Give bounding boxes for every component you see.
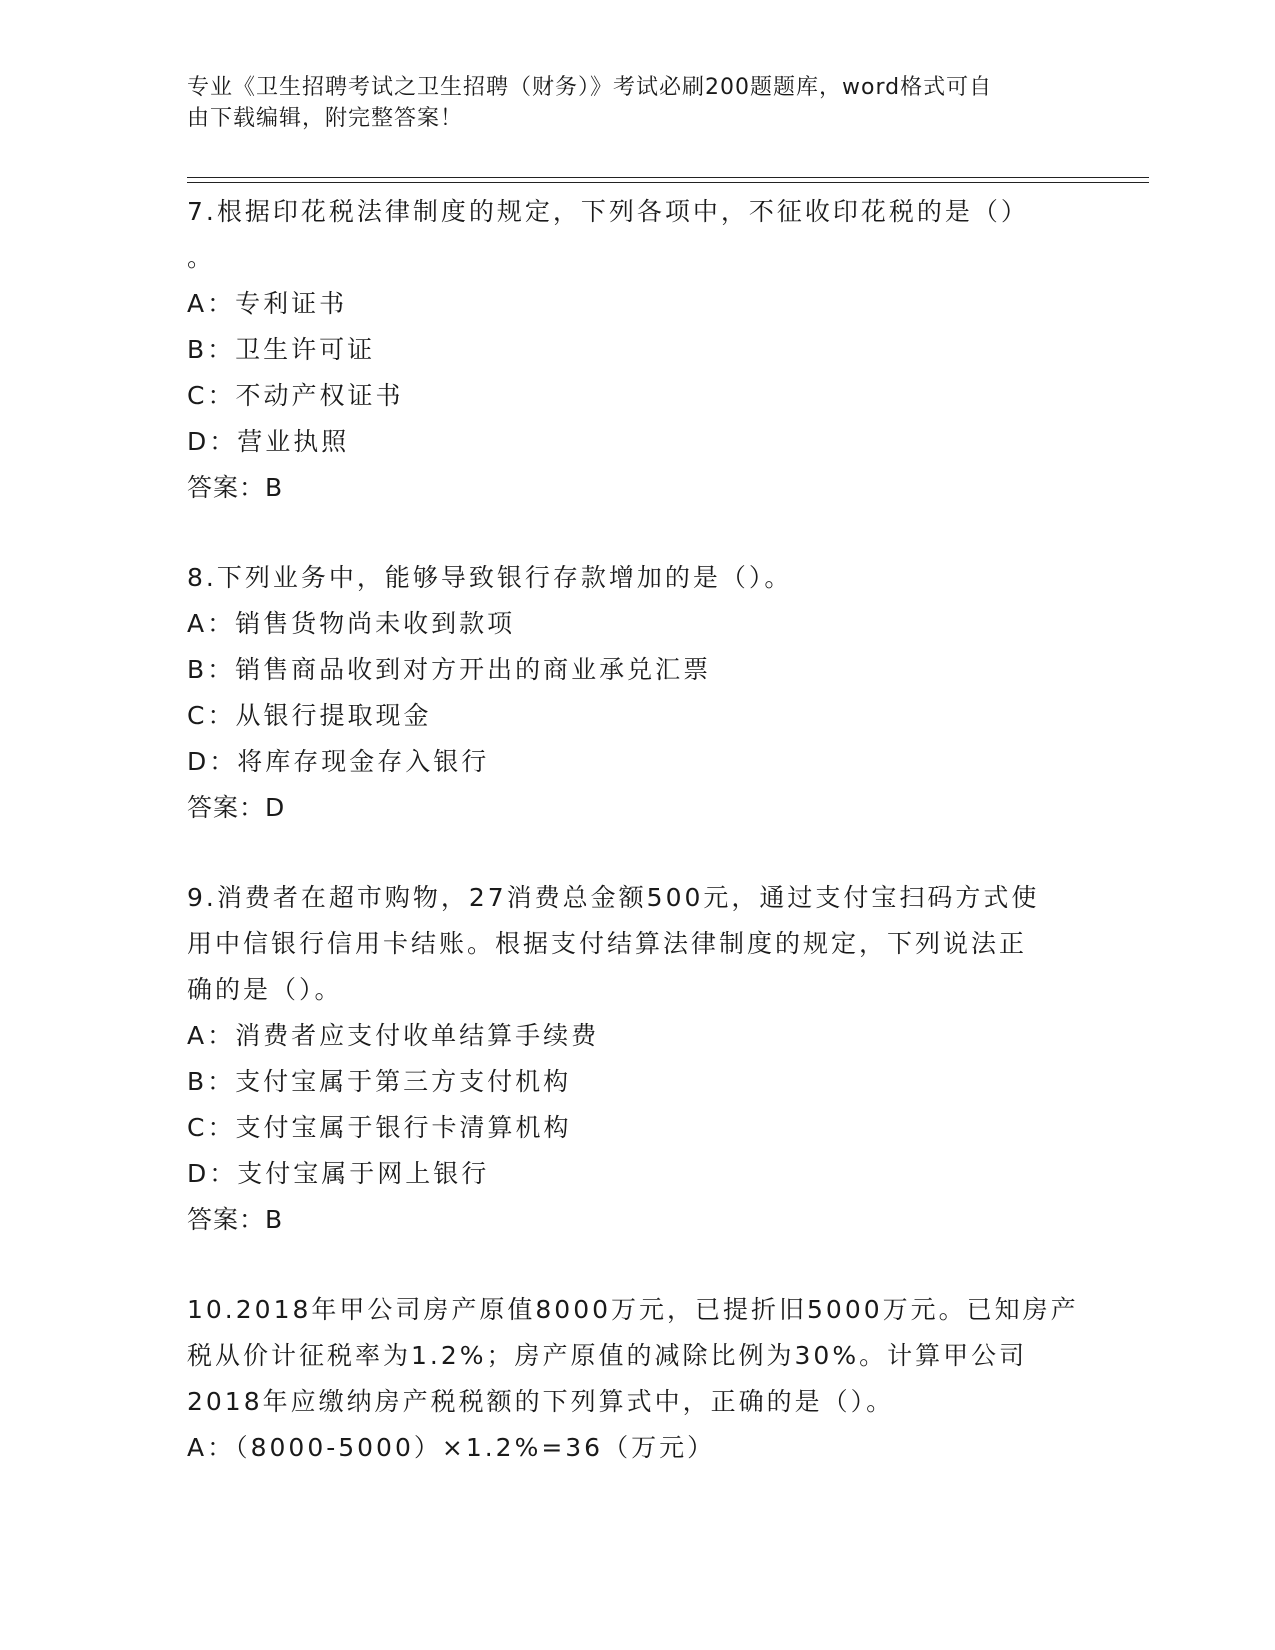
answer: 答案：B <box>187 1205 284 1234</box>
option-c: C：不动产权证书 <box>187 381 404 410</box>
question-7 <box>187 189 1087 511</box>
option-d: D：营业执照 <box>187 427 350 456</box>
question-stem: 9.消费者在超市购物，27消费总金额500元，通过支付宝扫码方式使 <box>187 883 1040 912</box>
option-a: A：专利证书 <box>187 289 348 318</box>
document-header <box>187 72 1067 134</box>
header-divider-bottom <box>187 182 1149 183</box>
question-8 <box>187 555 1087 831</box>
question-stem: 2018年应缴纳房产税税额的下列算式中，正确的是（）。 <box>187 1387 895 1416</box>
question-stem: 用中信银行信用卡结账。根据支付结算法律制度的规定，下列说法正 <box>187 929 1028 958</box>
header-line-2: 由下载编辑，附完整答案！ <box>187 106 464 131</box>
option-c: C：支付宝属于银行卡清算机构 <box>187 1113 572 1142</box>
option-b: B：卫生许可证 <box>187 335 376 364</box>
question-stem: 税从价计征税率为1.2%；房产原值的减除比例为30%。计算甲公司 <box>187 1341 1028 1370</box>
question-stem: 。 <box>187 243 216 272</box>
option-b: B：销售商品收到对方开出的商业承兑汇票 <box>187 655 712 684</box>
answer: 答案：D <box>187 793 286 822</box>
option-d: D：将库存现金存入银行 <box>187 747 490 776</box>
option-d: D：支付宝属于网上银行 <box>187 1159 490 1188</box>
question-9 <box>187 875 1087 1243</box>
question-stem: 确的是（）。 <box>187 975 343 1004</box>
option-a: A：（8000-5000）×1.2%=36（万元） <box>187 1433 716 1462</box>
option-a: A：消费者应支付收单结算手续费 <box>187 1021 600 1050</box>
answer: 答案：B <box>187 473 284 502</box>
option-a: A：销售货物尚未收到款项 <box>187 609 516 638</box>
header-line-1: 专业《卫生招聘考试之卫生招聘（财务）》考试必刷200题题库，word格式可自 <box>187 75 993 100</box>
header-divider-top <box>187 177 1149 178</box>
question-stem: 8.下列业务中，能够导致银行存款增加的是（）。 <box>187 563 793 592</box>
question-stem: 10.2018年甲公司房产原值8000万元，已提折旧5000万元。已知房产 <box>187 1295 1079 1324</box>
question-10 <box>187 1287 1087 1471</box>
question-list <box>187 189 1087 1515</box>
option-b: B：支付宝属于第三方支付机构 <box>187 1067 572 1096</box>
option-c: C：从银行提取现金 <box>187 701 432 730</box>
question-stem: 7.根据印花税法律制度的规定，下列各项中，不征收印花税的是（） <box>187 197 1029 226</box>
